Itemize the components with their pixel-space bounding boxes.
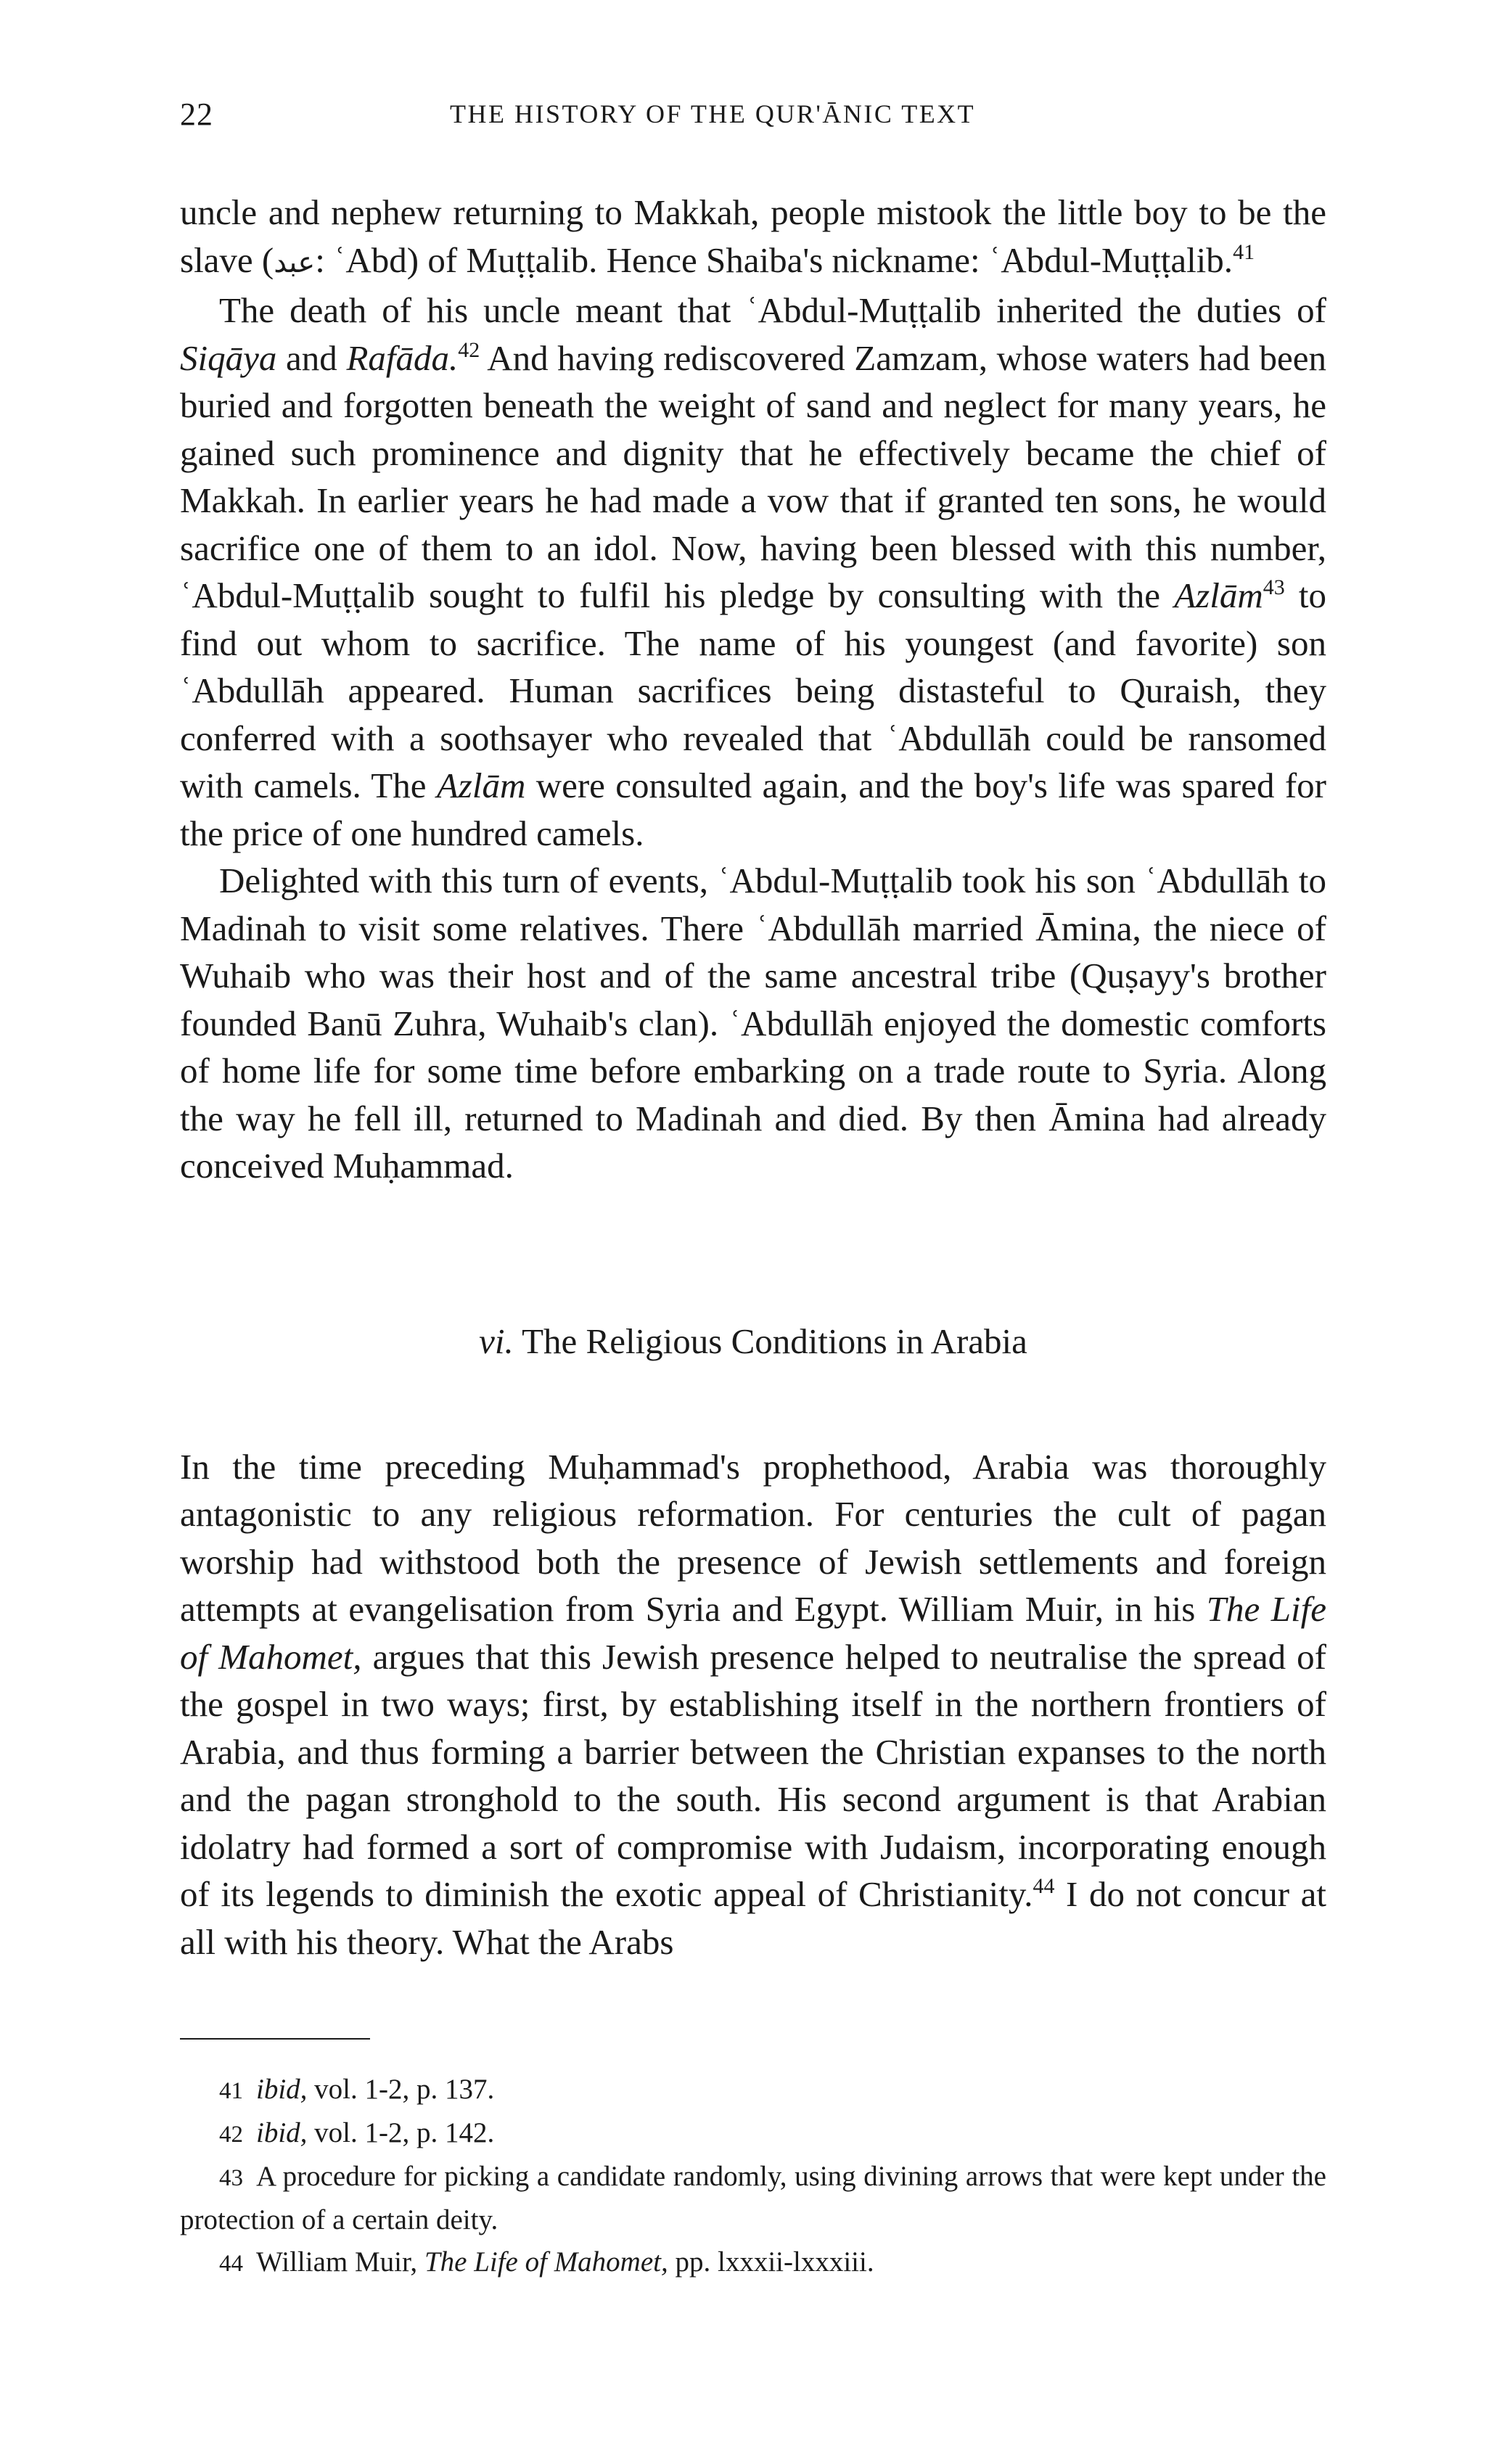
- footnote-number: 44: [219, 2251, 243, 2277]
- footnote-italic: ibid,: [256, 2074, 308, 2105]
- paragraph-2-text-d: to find out whom to sacrifice. The name of his youngest (and favorite) son ʿAbdullāh appeared. Human sacrifices being distasteful to Quraish, they conferred with a soothsayer who revealed that ʿAbdullāh could be ransomed with camels. The: [180, 575, 1326, 805]
- paragraph-2: [180, 287, 1326, 857]
- paragraph-4: [180, 1443, 1326, 1966]
- footnote-text: vol. 1-2, p. 142.: [307, 2117, 495, 2148]
- paragraph-3: Delighted with this turn of events, ʿAbdul-Muṭṭalib took his son ʿAbdullāh to Madinah to visit some relatives. There ʿAbdullāh married Āmina, the niece of Wuhaib who was their host and of the same ancestral tribe (Quṣayy's brother founded Banū Zuhra, Wuhaib's clan). ʿAbdullāh enjoyed the domestic comforts of home life for some time before embarking on a trade route to Syria. Along the way he fell ill, returned to Madinah and died. By then Āmina had already conceived Muḥammad.: [180, 861, 1326, 1186]
- section-heading: [180, 1318, 1326, 1365]
- footnote-ref-41[interactable]: 41: [1233, 239, 1255, 264]
- footnote-ref-42[interactable]: 42: [458, 337, 480, 362]
- book-title-life-of-mahomet: The Life of Mahomet,: [180, 1589, 1326, 1677]
- section-number: vi.: [479, 1321, 514, 1361]
- footnote-text: vol. 1-2, p. 137.: [307, 2074, 495, 2105]
- running-title: THE HISTORY OF THE QUR'ĀNIC TEXT: [450, 99, 976, 128]
- paragraph-4-text-b: argues that this Jewish presence helped to neutralise the spread of the gospel in two ways; first, by establishing itself in the northern frontiers of Arabia, and thus forming a barrier between the Christian expanses to the north and the pagan stronghold to the south. His second argument is that Arabian idolatry had formed a sort of compromise with Judaism, incorporating enough of its legends to diminish the exotic appeal of Christianity.: [180, 1636, 1326, 1914]
- running-head: [180, 93, 1326, 144]
- paragraph-2-text-b: and: [276, 337, 347, 378]
- page: [180, 93, 1326, 2285]
- page-number: 22: [180, 96, 213, 132]
- footnote-number: 42: [219, 2122, 243, 2148]
- paragraph-4-text-a: In the time preceding Muḥammad's prophethood, Arabia was thoroughly antagonistic to any religious reformation. For centuries the cult of pagan worship had withstood both the presence of Jewish settlements and foreign attempts at evangelisation from Syria and Egypt. William Muir, in his: [180, 1446, 1326, 1629]
- paragraph-2-text-c: And having rediscovered Zamzam, whose waters had been buried and forgotten beneath the weight of sand and neglect for many years, he gained such prominence and dignity that he effectively became the chief of Makkah. In earlier years he had made a vow that if granted ten sons, he would sacrifice one of them to an idol. Now, having been blessed with this number, ʿAbdul-Muṭṭalib sought to fulfil his pledge by consulting with the: [180, 337, 1327, 615]
- footnote-number: 41: [219, 2078, 243, 2104]
- term-azlam-2: Azlām: [436, 765, 526, 805]
- footnote-44: [180, 2241, 1326, 2285]
- footnote-number: 43: [219, 2165, 243, 2191]
- paragraph-2-text-e: were consulted again, and the boy's life was spared for the price of one hundred camels.: [180, 765, 1326, 853]
- arabic-word-abd: عبد: [274, 245, 316, 279]
- term-rafada: Rafāda.: [346, 337, 459, 378]
- footnotes: [180, 2069, 1326, 2285]
- footnote-ref-44[interactable]: 44: [1033, 1874, 1055, 1898]
- term-siqaya: Siqāya: [180, 337, 277, 378]
- footnote-italic: The Life of Mahomet,: [424, 2246, 668, 2278]
- section-title: The Religious Conditions in Arabia: [522, 1321, 1027, 1361]
- body-text: [180, 189, 1326, 1966]
- term-azlam: Azlām: [1174, 575, 1263, 615]
- footnote-italic: ibid,: [256, 2117, 308, 2148]
- footnote-41: [180, 2069, 1326, 2112]
- footnote-text: A procedure for picking a candidate randomly, using divining arrows that were kept under the protection of a certain deity.: [180, 2161, 1326, 2235]
- paragraph-4-text-c: I do not concur at all with his theory. What the Arabs: [180, 1874, 1327, 1962]
- footnote-author: William Muir,: [256, 2246, 424, 2278]
- paragraph-2-text-a: The death of his uncle meant that ʿAbdul-Muṭṭalib inherited the duties of: [219, 290, 1326, 330]
- footnote-43: [180, 2156, 1326, 2241]
- footnote-42: [180, 2112, 1326, 2156]
- footnote-ref-43[interactable]: 43: [1263, 575, 1285, 599]
- paragraph-1-text-b: : ʿAbd) of Muṭṭalib. Hence Shaiba's nickname: ʿAbdul-Muṭṭalib.: [315, 239, 1233, 280]
- footnote-text: pp. lxxxii-lxxxiii.: [668, 2246, 874, 2278]
- paragraph-1-text-a: uncle and nephew returning to Makkah, people mistook the little boy to be the slave (: [180, 192, 1326, 280]
- footnote-divider: [180, 2038, 370, 2040]
- paragraph-1: [180, 189, 1326, 287]
